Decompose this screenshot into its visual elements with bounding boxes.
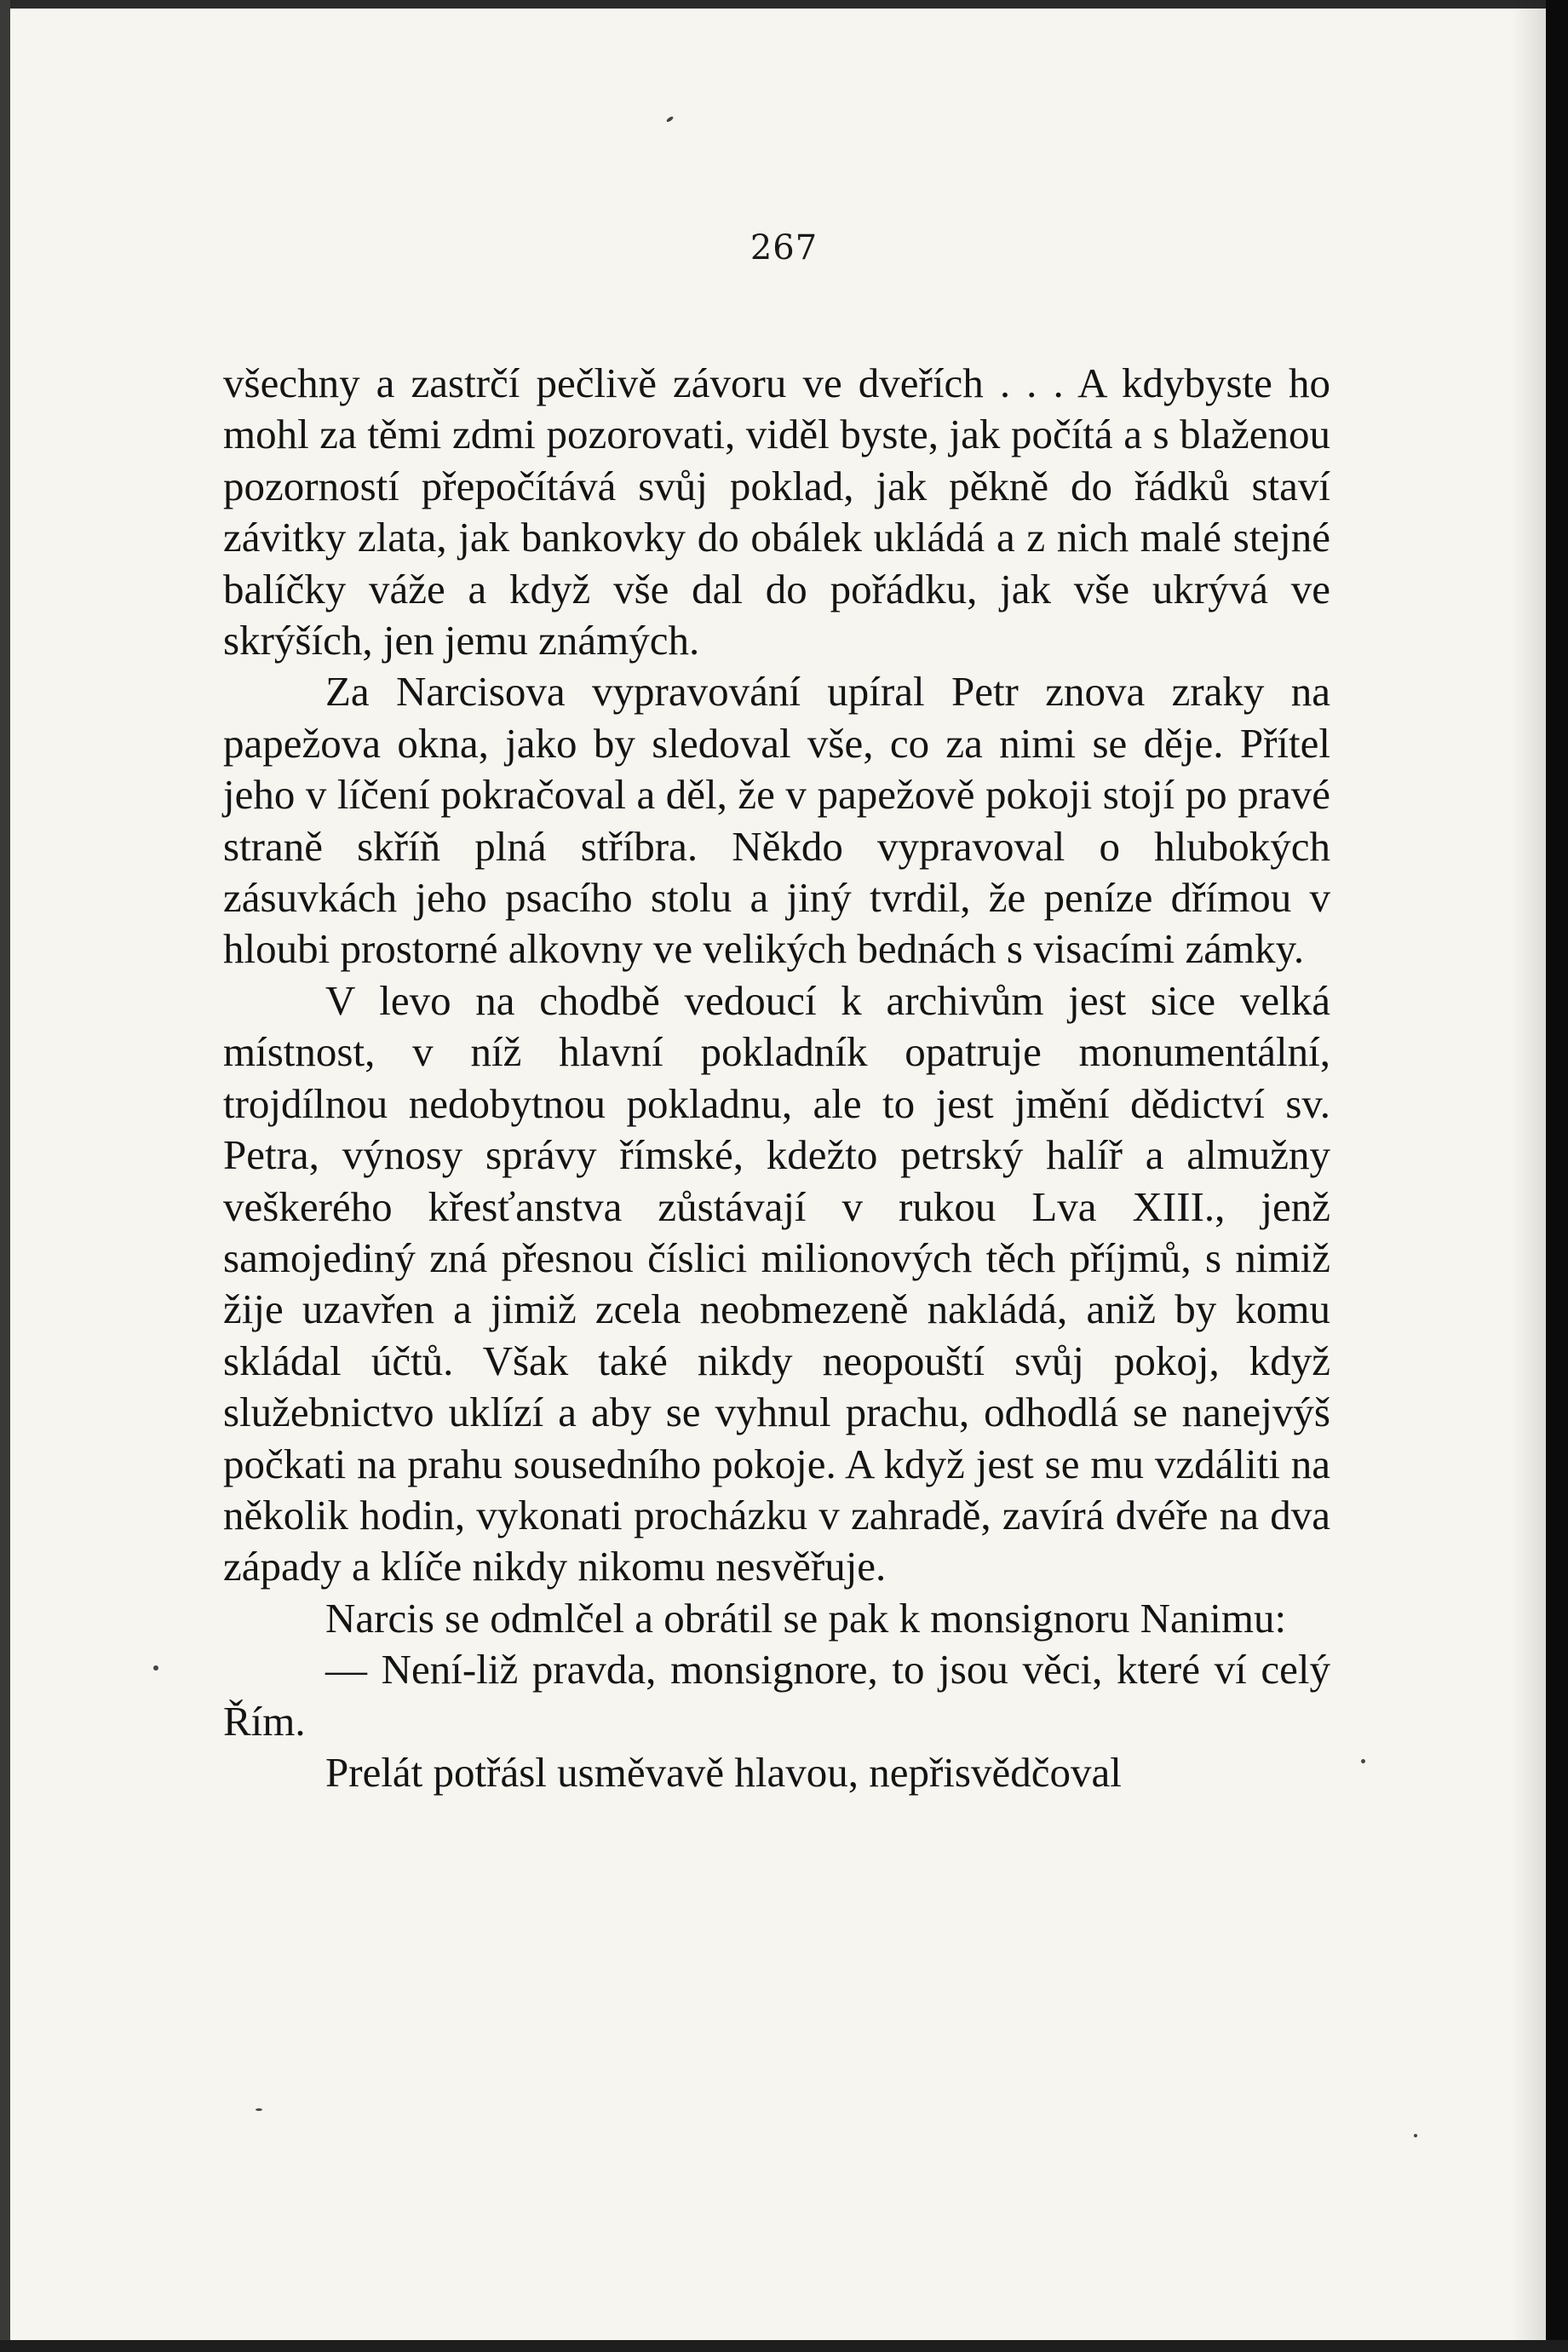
paragraph: Narcis se odmlčel a obrátil se pak k monsignoru Nanimu: <box>325 1594 1287 1642</box>
scan-border-right <box>1546 0 1568 2352</box>
scan-speck <box>666 116 675 123</box>
scan-border-left <box>0 0 10 2352</box>
paragraph: všechny a zastrčí pečlivě závoru ve dveřích . . . A kdybyste ho mohl za těmi zdmi pozorovati, viděl byste, jak počítá a s blaženou pozorností přepočítává svůj poklad, jak pěkně do řádků staví závitky zlata, jak bankovky do obálek ukládá a z nich malé stejné balíčky váže a když vše dal do pořádku, jak vše ukrývá ve skrýších, jen jemu známých. <box>223 359 1330 664</box>
scan-speck <box>256 2108 262 2111</box>
scan-speck <box>153 1665 158 1671</box>
paragraph: V levo na chodbě vedoucí k archivům jest sice velká místnost, v níž hlavní pokladník opatruje monumentální, trojdílnou nedobytnou pokladnu, ale to jest jmění dědictví sv. Petra, výnosy správy římské, kdežto petrský halíř a almužny veškerého křesťanstva zůstávají v rukou Lva XIII., jenž samojediný zná přesnou číslici milionových těch příjmů, s nimiž žije uzavřen a jimiž zcela neobmezeně nakládá, aniž by komu skládal účtů. Však také nikdy neopouští svůj pokoj, když služebnictvo uklízí a aby se vyhnul prachu, odhodlá se nanejvýš počkati na prahu sousedního pokoje. A když jest se mu vzdáliti na několik hodin, vykonati procházku v zahradě, zavírá dvéře na dva západy a klíče nikdy nikomu nesvěřuje. <box>223 976 1330 1590</box>
body-text <box>223 358 1330 1798</box>
paragraph: Za Narcisova vypravování upíral Petr znova zraky na papežova okna, jako by sledoval vše, co za nimi se děje. Přítel jeho v líčení pokračoval a děl, že v papežově pokoji stojí po pravé straně skříň plná stříbra. Někdo vypravoval o hlubokých zásuvkách jeho psacího stolu a jiný tvrdil, že peníze dřímou v hloubi prostorné alkovny ve velikých bednách s visacími zámky. <box>223 668 1330 973</box>
paragraph: Prelát potřásl usměvavě hlavou, nepřisvědčoval <box>325 1748 1122 1796</box>
scan-border-top <box>0 0 1568 9</box>
page-number: 267 <box>750 228 818 267</box>
scan-speck <box>1414 2134 1417 2137</box>
paragraph: — Není-liž pravda, monsignore, to jsou věci, které ví celý Řím. <box>223 1646 1330 1745</box>
scan-border-bottom <box>0 2340 1568 2352</box>
page-gutter-shadow <box>1512 0 1546 2352</box>
scan-speck <box>1361 1759 1365 1763</box>
